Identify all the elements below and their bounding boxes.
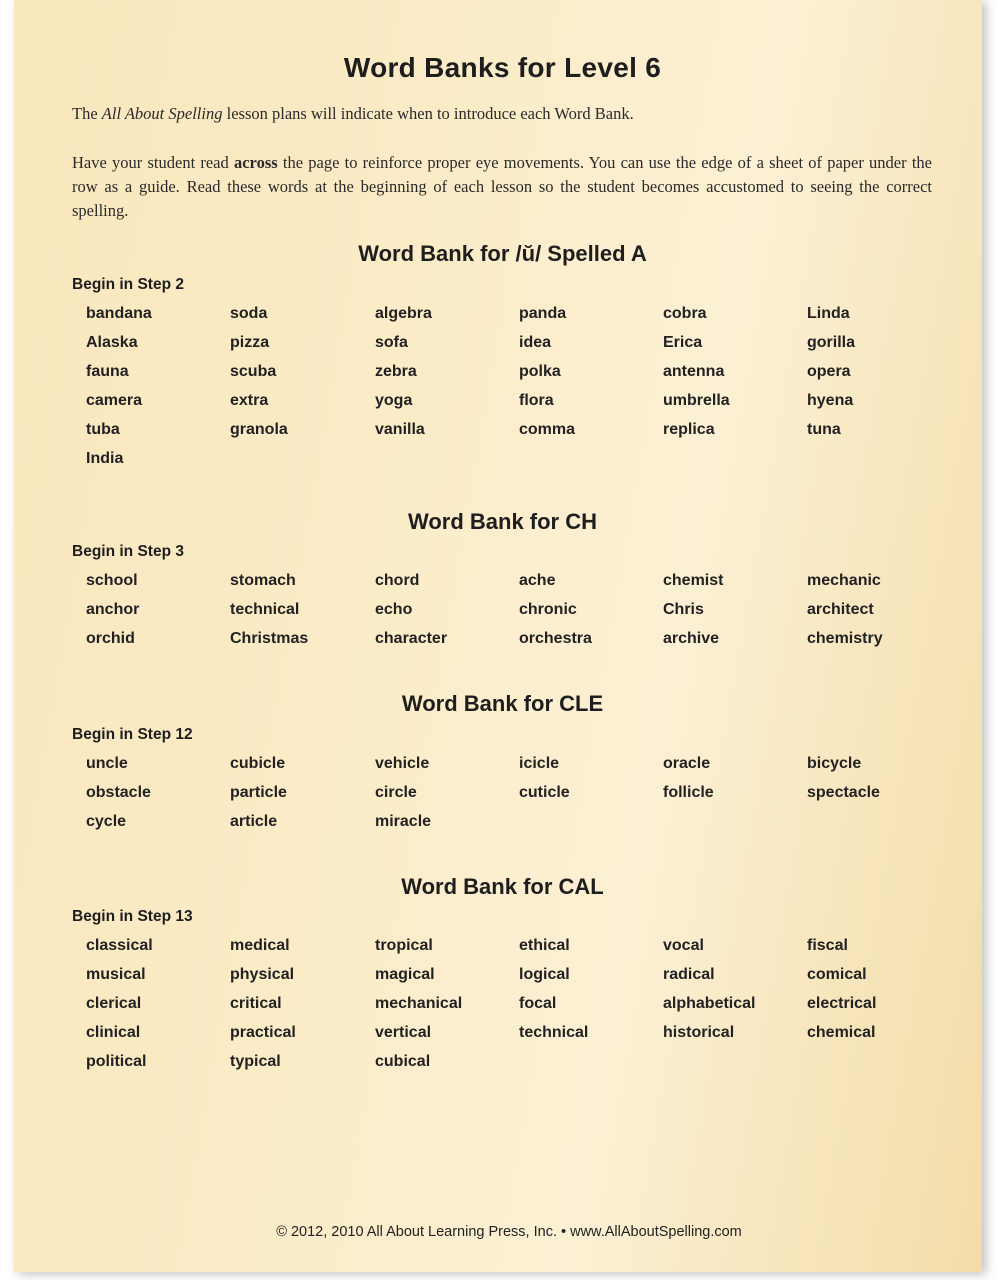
word-bank-title: Word Bank for /ŭ/ Spelled A <box>358 241 647 266</box>
word-item: focal <box>519 994 557 1012</box>
word-item: cuticle <box>519 783 570 801</box>
word-item: alphabetical <box>663 994 756 1012</box>
word-item: Alaska <box>86 333 138 351</box>
word-item: polka <box>519 362 561 380</box>
intro-text: The <box>72 104 102 123</box>
word-item: tropical <box>375 937 433 954</box>
word-item: stomach <box>230 572 296 589</box>
word-item: oracle <box>663 755 711 772</box>
word-item: camera <box>86 391 143 409</box>
step-label: Begin in Step 2 <box>72 276 184 293</box>
page-title: Word Banks for Level 6 <box>343 52 662 83</box>
word-item: logical <box>519 965 570 983</box>
word-item: ache <box>519 572 556 589</box>
word-item: technical <box>230 600 300 618</box>
word-item: soda <box>230 305 268 322</box>
copyright-footer: © 2012, 2010 All About Learning Press, Inc. • www.AllAboutSpelling.com <box>276 1224 742 1240</box>
word-item: echo <box>375 600 413 618</box>
word-item: uncle <box>86 755 128 772</box>
program-name: All About Spelling <box>101 104 223 123</box>
word-item: clinical <box>86 1023 141 1041</box>
word-item: sofa <box>375 333 408 351</box>
word-item: archive <box>663 629 720 647</box>
word-item: fiscal <box>807 937 848 954</box>
word-item: circle <box>375 783 417 801</box>
word-item: spectacle <box>807 783 880 801</box>
step-label: Begin in Step 13 <box>72 908 193 925</box>
word-item: opera <box>807 362 851 380</box>
word-item: chemist <box>663 572 724 589</box>
word-item: particle <box>230 783 287 801</box>
word-bank-title: Word Bank for CAL <box>401 874 604 899</box>
word-item: comical <box>807 965 867 983</box>
word-bank-title: Word Bank for CLE <box>401 691 604 716</box>
word-item: zebra <box>375 362 417 380</box>
intro-text: Have your student read <box>72 153 234 172</box>
word-bank-title: Word Bank for CH <box>407 509 598 534</box>
word-item: vocal <box>663 937 704 954</box>
word-item: tuba <box>86 420 120 438</box>
word-item: cycle <box>86 812 127 830</box>
word-item: umbrella <box>663 391 730 409</box>
word-item: Chris <box>663 600 704 618</box>
word-item: Erica <box>663 333 703 351</box>
word-item: replica <box>663 420 715 438</box>
word-item: historical <box>663 1023 735 1041</box>
word-item: hyena <box>807 391 854 409</box>
word-item: fauna <box>86 362 129 380</box>
word-item: physical <box>230 965 295 983</box>
word-item: vehicle <box>375 755 430 772</box>
word-item: typical <box>230 1052 281 1070</box>
word-item: bandana <box>86 305 152 322</box>
word-item: obstacle <box>86 783 151 801</box>
word-item: radical <box>663 965 715 983</box>
word-item: icicle <box>519 755 560 772</box>
word-item: Christmas <box>230 629 309 647</box>
word-item: practical <box>230 1023 296 1041</box>
word-item: bicycle <box>807 755 862 772</box>
word-item: algebra <box>375 305 432 322</box>
word-item: extra <box>230 391 269 409</box>
word-item: follicle <box>663 783 714 801</box>
step-label: Begin in Step 12 <box>72 726 193 743</box>
word-item: mechanic <box>807 572 881 589</box>
word-item: mechanical <box>375 994 463 1012</box>
word-item: political <box>86 1052 147 1070</box>
word-item: India <box>86 449 124 467</box>
word-item: Linda <box>807 305 850 322</box>
word-item: idea <box>519 333 552 351</box>
word-item: pizza <box>230 333 270 351</box>
word-item: character <box>375 629 448 647</box>
word-item: cobra <box>663 305 707 322</box>
intro-text: the page to reinforce proper eye movements. You can use the edge of a sheet of paper under the row as a guide. Read these words at the beginning of each lesson so the student becomes accustomed to seeing the correct spelling. <box>72 153 932 220</box>
step-label: Begin in Step 3 <box>72 543 184 560</box>
word-item: classical <box>86 937 153 954</box>
word-item: medical <box>230 937 290 954</box>
word-item: panda <box>519 305 567 322</box>
word-item: magical <box>375 965 435 983</box>
word-item: clerical <box>86 994 142 1012</box>
word-item: cubicle <box>230 755 286 772</box>
word-item: technical <box>519 1023 589 1041</box>
intro-text: lesson plans will indicate when to introduce each Word Bank. <box>222 104 634 123</box>
word-item: orchestra <box>519 629 592 647</box>
word-item: miracle <box>375 812 432 830</box>
word-item: chemistry <box>807 629 883 647</box>
word-item: vanilla <box>375 420 425 438</box>
word-item: ethical <box>519 937 570 954</box>
intro-paragraph-1 <box>72 102 932 126</box>
word-item: granola <box>230 420 288 438</box>
word-item: orchid <box>86 629 135 647</box>
word-item: vertical <box>375 1023 432 1041</box>
intro-paragraph-2 <box>72 151 932 223</box>
word-item: scuba <box>230 362 277 380</box>
word-item: chronic <box>519 600 577 618</box>
word-item: chord <box>375 572 420 589</box>
word-item: critical <box>230 994 282 1012</box>
word-item: tuna <box>807 420 841 438</box>
word-item: anchor <box>86 600 140 618</box>
word-item: cubical <box>375 1052 431 1070</box>
word-item: gorilla <box>807 333 856 351</box>
word-item: antenna <box>663 362 725 380</box>
word-item: flora <box>519 391 554 409</box>
word-item: architect <box>807 600 874 618</box>
emphasis-word: across <box>233 153 278 172</box>
word-item: school <box>86 572 138 589</box>
word-item: chemical <box>807 1023 876 1041</box>
word-item: article <box>230 812 278 830</box>
word-item: electrical <box>807 994 877 1012</box>
word-item: comma <box>519 420 576 438</box>
word-item: yoga <box>375 391 413 409</box>
word-item: musical <box>86 965 146 983</box>
